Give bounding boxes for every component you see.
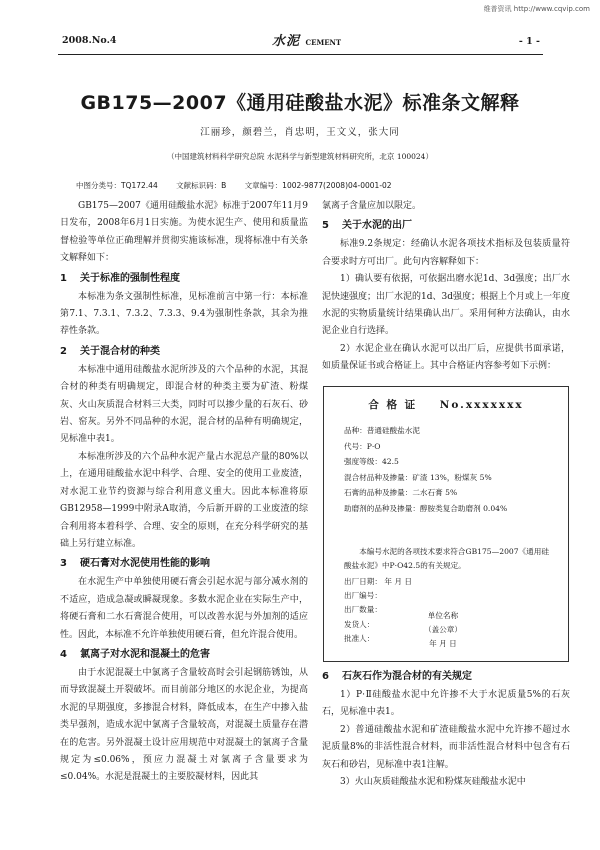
clc-number: 中图分类号：TQ172.44	[76, 181, 158, 190]
section-number: 3	[60, 558, 67, 570]
section-5-heading	[322, 217, 570, 235]
section-number: 1	[60, 272, 67, 284]
paragraph: 本标准中通用硅酸盐水泥所涉及的六个品种的水泥，其混合材的种类有明确规定，即混合材的种类主要为矿渣、粉煤灰、火山灰质混合材料三大类，同时可以掺少量的石灰石、砂岩、窑灰。另外不同品种的水泥，混合材的品种有明确规定，见标准中表1。	[60, 364, 308, 445]
cert-field: 出厂数量：	[344, 605, 382, 615]
section-title: 关于标准的强制性程度	[80, 272, 180, 284]
logo-cn: 水泥	[272, 34, 301, 49]
right-column-lower	[322, 666, 570, 791]
article-meta	[76, 180, 408, 191]
certificate-details	[344, 423, 560, 516]
certificate-statement	[344, 545, 554, 572]
cert-field: 出厂日期： 年 月 日	[344, 577, 412, 586]
paragraph: 本标准为条文强制性标准，见标准前言中第一行：本标准第7.1、7.3.1、7.3.2、7.3.3、9.4为强制性条款，其余为推荐性条款。	[60, 291, 308, 337]
section-title: 氯离子对水泥和混凝土的危害	[80, 648, 210, 660]
certificate-fields	[344, 575, 412, 646]
paragraph: 由于水泥混凝土中氯离子含量较高时会引起钢筋锈蚀，从而导致混凝土开裂破坏。而目前部分地区的水泥企业，为提高水泥的早期强度，多掺混合材料，降低成本，在生产中掺入盐类早强剂，造成水泥中氯离子含量较高，对混凝土质量存在潜在的危害。另外混凝土设计应用规范中对混凝土的氯离子含量规定为≤0.06%，预应力混凝土对氯离子含量要求为≤0.04%。水泥是混凝土的主要胶凝材料，因此其	[60, 667, 308, 783]
section-title: 关于水泥的出厂	[342, 220, 412, 232]
cert-field: 发货人：	[344, 619, 375, 629]
certificate-signature	[424, 609, 462, 651]
paragraph: 2）水泥企业在确认水泥可以出厂后，应提供书面承诺，如质量保证书或合格证上。其中合格证内容参考如下示例：	[322, 343, 570, 372]
article-title: GB175—2007《通用硅酸盐水泥》标准条文解释	[80, 92, 520, 114]
certificate-box	[323, 386, 569, 662]
cert-line: 强度等级：42.5	[344, 457, 399, 466]
section-4-heading	[60, 646, 308, 664]
section-title: 关于混合材的种类	[80, 345, 160, 357]
certificate-number: No.xxxxxxx	[439, 399, 524, 411]
journal-logo	[272, 30, 341, 49]
seal-note: （盖公章）	[424, 625, 462, 634]
section-number: 2	[60, 345, 67, 357]
section-number: 5	[322, 220, 329, 232]
logo-en: CEMENT	[305, 38, 342, 47]
left-column	[60, 198, 308, 787]
right-column	[322, 198, 570, 376]
header-rule	[58, 54, 543, 55]
certificate-heading: 合 格 证	[368, 399, 418, 411]
sign-date: 年 月 日	[429, 639, 457, 648]
article-number: 文章编号：1002-9877(2008)04-0001-02	[244, 181, 392, 190]
cert-line: 助磨剂的品种及掺量：醇胺类复合助磨剂 0.04%	[344, 503, 508, 513]
certificate-title	[324, 397, 568, 412]
cert-field: 批准人：	[344, 633, 375, 643]
paragraph: 1）P·Ⅱ硅酸盐水泥中允许掺不大于水泥质量5%的石灰石，见标准中表1。	[322, 690, 570, 718]
cert-field: 出厂编号：	[344, 591, 382, 601]
section-number: 6	[322, 671, 329, 682]
cert-line: 石膏的品种及掺量：二水石膏 5%	[344, 488, 458, 497]
page-number: - 1 -	[518, 36, 540, 47]
unit-name: 单位名称	[427, 611, 459, 620]
section-1-heading	[60, 270, 308, 288]
paragraph: 2）普通硅酸盐水泥和矿渣硅酸盐水泥中允许掺不超过水泥质量8%的非活性混合材料，而非活性混合材料中包含有石灰石和砂岩，见标准中表1注解。	[322, 724, 570, 770]
section-6-heading	[322, 668, 570, 686]
doc-code: 文献标识码：B	[176, 181, 227, 190]
section-title: 硬石膏对水泥使用性能的影响	[80, 558, 210, 570]
continued-paragraph: 氯离子含量应加以限定。	[322, 201, 422, 211]
intro-paragraph: GB175—2007《通用硅酸盐水泥》标准于2007年11月9日发布，2008年6月1日实施。为使水泥生产、使用和质量监督检验等单位正确理解并贯彻实施该标准，现将标准中有关条文解释如下：	[60, 201, 308, 264]
affiliation: （中国建筑材料科学研究总院 水泥科学与新型建筑材料研究所，北京 100024）	[167, 152, 433, 161]
section-3-heading	[60, 555, 308, 573]
section-title: 石灰石作为混合材的有关规定	[342, 671, 472, 682]
paragraph: 3）火山灰质硅酸盐水泥和粉煤灰硅酸盐水泥中	[340, 777, 526, 788]
cert-line: 品种：普通硅酸盐水泥	[344, 426, 420, 435]
paragraph: 在水泥生产中单独使用硬石膏会引起水泥与部分减水剂的不适应，造成急凝或瞬凝现象。多数水泥企业在实际生产中，将硬石膏和二水石膏混合使用，可以改善水泥与外加剂的适应性。因此，本标准不允许单独使用硬石膏，但允许混合使用。	[60, 577, 308, 640]
statement-text: 本编号水泥的各项技术要求符合GB175—2007《通用硅酸盐水泥》中P·O42.5的有关规定。	[344, 547, 549, 570]
authors: 江丽珍，颜碧兰，肖忠明，王文义，张大同	[200, 127, 400, 138]
cert-line: 混合材品种及掺量：矿渣 13%，粉煤灰 5%	[344, 472, 492, 482]
issue-label: 2008.No.4	[62, 35, 117, 46]
paragraph: 本标准所涉及的六个品种水泥产量占水泥总产量的80%以上，在通用硅酸盐水泥中科学、合理、安全的使用工业废渣，对水泥工业节约资源与综合利用意义重大。因此本标准将原GB12958—1999中附录A取消，今后新开辟的工业废渣的综合利用将本着科学、合理、安全的原则，在充分科学研究的基础上另行建立标准。	[60, 451, 308, 549]
paragraph: 标准9.2条规定：经确认水泥各项技术指标及包装质量符合要求时方可出厂。此句内容解释如下：	[322, 239, 570, 267]
cert-line: 代号：P·O	[344, 441, 381, 451]
section-number: 4	[60, 648, 67, 660]
watermark: 维普资讯 http://www.cqvip.com	[483, 5, 590, 13]
paragraph: 1）确认要有依据，可依据出磨水泥1d、3d强度；出厂水泥快速强度；出厂水泥的1d、3d强度；根据上个月或上一年度水泥的实物质量统计结果确认出厂。采用何种方法确认，由水泥企业自行选择。	[322, 274, 570, 337]
section-2-heading	[60, 343, 308, 361]
